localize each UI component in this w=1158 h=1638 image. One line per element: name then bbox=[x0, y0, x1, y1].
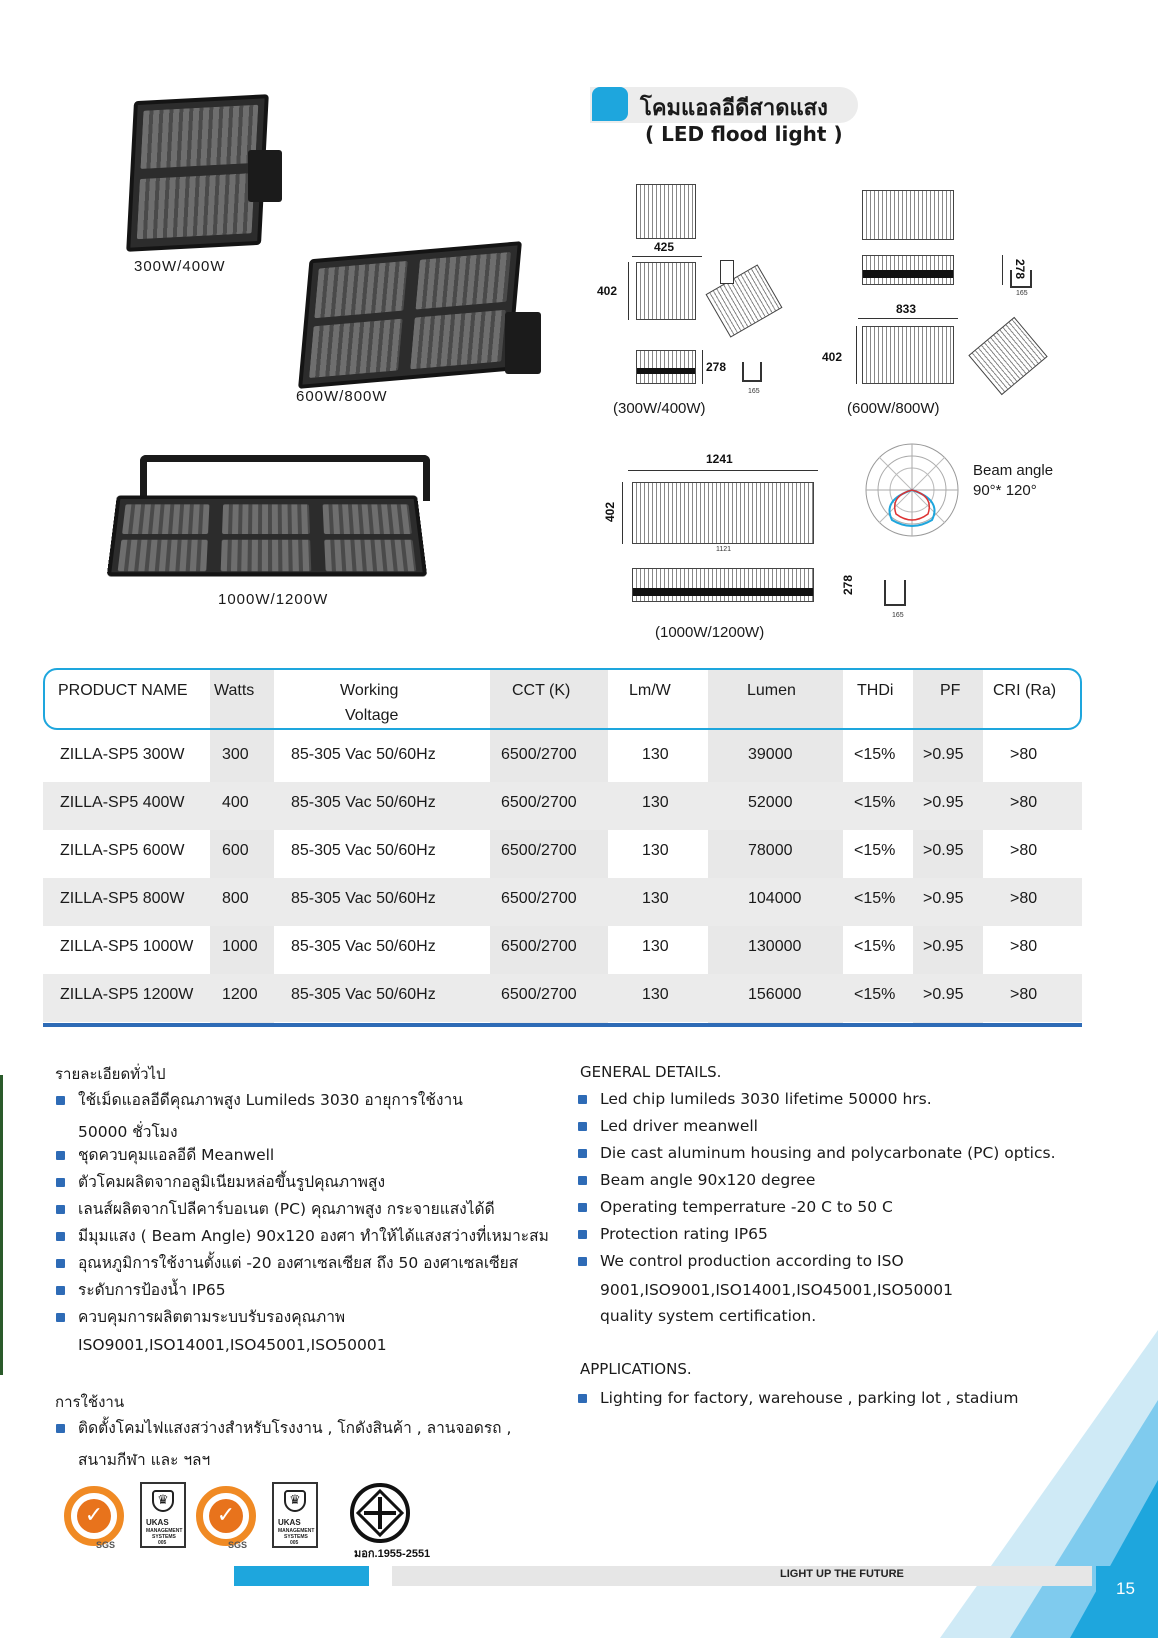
table-cell-product: ZILLA-SP5 800W bbox=[60, 890, 185, 907]
table-cell-cri: >80 bbox=[1010, 986, 1038, 1003]
list-item: ตัวโคมผลิตจากอลูมิเนียมหล่อขึ้นรูปคุณภาพสูง bbox=[78, 1169, 385, 1196]
drawing-caption: (300W/400W) bbox=[613, 400, 706, 417]
list-item: เลนส์ผลิตจากโปลีคาร์บอเนต (PC) คุณภาพสูง กระจายแสงได้ดี bbox=[78, 1196, 495, 1223]
thai-details-heading: รายละเอียดทั่วไป bbox=[55, 1065, 166, 1083]
crown-icon: ♛ bbox=[152, 1490, 174, 1512]
table-cell-product: ZILLA-SP5 1000W bbox=[60, 938, 194, 955]
table-cell-cct: 6500/2700 bbox=[501, 842, 577, 859]
table-cell-cct: 6500/2700 bbox=[501, 746, 577, 763]
header-lumen: Lumen bbox=[747, 682, 796, 699]
list-item: We control production according to ISO bbox=[600, 1248, 904, 1275]
footer-accent-bar bbox=[234, 1566, 369, 1586]
table-cell-thdi: <15% bbox=[854, 794, 896, 811]
table-cell-voltage: 85-305 Vac 50/60Hz bbox=[291, 986, 436, 1003]
header-working: Working bbox=[340, 682, 399, 699]
beam-angle-value: 90°* 120° bbox=[973, 482, 1037, 499]
list-item-continuation: quality system certification. bbox=[600, 1307, 817, 1325]
dimension-bracket: 165 bbox=[892, 612, 904, 619]
ukas-logo bbox=[140, 1482, 186, 1548]
photo-label: 600W/800W bbox=[296, 388, 388, 405]
table-cell-product: ZILLA-SP5 300W bbox=[60, 746, 185, 763]
header-lmw: Lm/W bbox=[629, 682, 671, 699]
table-cell-cct: 6500/2700 bbox=[501, 986, 577, 1003]
table-cell-watts: 1200 bbox=[222, 986, 258, 1003]
dimension-height: 402 bbox=[603, 501, 618, 523]
table-cell-lumen: 52000 bbox=[748, 794, 793, 811]
table-cell-lumen: 39000 bbox=[748, 746, 793, 763]
beam-angle-label: Beam angle bbox=[973, 462, 1054, 479]
photo-label: 300W/400W bbox=[134, 258, 226, 275]
list-item: อุณหภูมิการใช้งานตั้งแต่ -20 องศาเซลเซียส ถึง 50 องศาเซลเซียส bbox=[78, 1250, 518, 1277]
crown-icon: ♛ bbox=[284, 1490, 306, 1512]
title-accent-square bbox=[592, 87, 628, 121]
header-watts: Watts bbox=[214, 682, 255, 699]
table-cell-pf: >0.95 bbox=[923, 890, 964, 907]
table-cell-pf: >0.95 bbox=[923, 842, 964, 859]
table-cell-thdi: <15% bbox=[854, 890, 896, 907]
dimension-depth: 278 bbox=[841, 574, 856, 596]
list-item: Operating temperrature -20 C to 50 C bbox=[600, 1194, 893, 1221]
table-cell-thdi: <15% bbox=[854, 842, 896, 859]
page-title-thai: โคมแอลอีดีสาดแสง bbox=[640, 96, 828, 121]
tis-standard-logo bbox=[350, 1483, 410, 1543]
ukas-sub-label: MANAGEMENT bbox=[278, 1528, 315, 1534]
ukas-number: 005 bbox=[290, 1540, 299, 1546]
page-number: 15 bbox=[1116, 1579, 1135, 1598]
list-item: Beam angle 90x120 degree bbox=[600, 1167, 815, 1194]
table-cell-lmw: 130 bbox=[642, 842, 669, 859]
list-item: Lighting for factory, warehouse , parking lot , stadium bbox=[600, 1385, 1018, 1412]
left-edge-marker bbox=[0, 1075, 3, 1375]
sgs-label: SGS bbox=[228, 1540, 248, 1550]
list-item-continuation: 50000 ชั่วโมง bbox=[78, 1123, 178, 1141]
list-item-continuation: 9001,ISO9001,ISO14001,ISO45001,ISO50001 bbox=[600, 1281, 953, 1299]
dimension-height: 402 bbox=[822, 350, 843, 364]
table-cell-lumen: 104000 bbox=[748, 890, 802, 907]
ukas-label: UKAS bbox=[278, 1518, 301, 1527]
table-cell-watts: 400 bbox=[222, 794, 249, 811]
ukas-sub-label: SYSTEMS bbox=[152, 1534, 176, 1540]
header-pf: PF bbox=[940, 682, 961, 699]
en-details-heading: GENERAL DETAILS. bbox=[580, 1063, 722, 1081]
ukas-logo bbox=[272, 1482, 318, 1548]
dimension-depth: 278 bbox=[1013, 258, 1028, 280]
photo-label: 1000W/1200W bbox=[218, 591, 329, 608]
ukas-number: 005 bbox=[158, 1540, 167, 1546]
table-cell-lumen: 78000 bbox=[748, 842, 793, 859]
table-cell-pf: >0.95 bbox=[923, 986, 964, 1003]
list-item-continuation: สนามกีฬา และ ฯลฯ bbox=[78, 1451, 211, 1469]
table-cell-pf: >0.95 bbox=[923, 794, 964, 811]
table-cell-cri: >80 bbox=[1010, 746, 1038, 763]
header-product-name: PRODUCT NAME bbox=[58, 682, 188, 699]
dimension-width: 1241 bbox=[706, 452, 733, 466]
table-cell-cri: >80 bbox=[1010, 842, 1038, 859]
table-cell-watts: 800 bbox=[222, 890, 249, 907]
dimension-inner: 1121 bbox=[716, 546, 732, 553]
page-title-english: ( LED flood light ) bbox=[645, 122, 843, 146]
table-cell-cri: >80 bbox=[1010, 794, 1038, 811]
table-cell-lmw: 130 bbox=[642, 890, 669, 907]
table-bottom-rule bbox=[43, 1023, 1082, 1027]
table-cell-thdi: <15% bbox=[854, 986, 896, 1003]
list-item: ใช้เม็ดแอลอีดีคุณภาพสูง Lumileds 3030 อายุการใช้งาน bbox=[78, 1087, 463, 1114]
table-cell-lmw: 130 bbox=[642, 938, 669, 955]
header-thdi: THDi bbox=[857, 682, 894, 699]
table-cell-watts: 600 bbox=[222, 842, 249, 859]
table-cell-lumen: 156000 bbox=[748, 986, 802, 1003]
ukas-sub-label: SYSTEMS bbox=[284, 1534, 308, 1540]
table-cell-watts: 300 bbox=[222, 746, 249, 763]
table-cell-lumen: 130000 bbox=[748, 938, 802, 955]
table-cell-thdi: <15% bbox=[854, 746, 896, 763]
list-item-continuation: ISO9001,ISO14001,ISO45001,ISO50001 bbox=[78, 1336, 387, 1354]
tis-mark-icon bbox=[354, 1487, 406, 1539]
table-cell-lmw: 130 bbox=[642, 794, 669, 811]
table-cell-voltage: 85-305 Vac 50/60Hz bbox=[291, 842, 436, 859]
table-cell-product: ZILLA-SP5 1200W bbox=[60, 986, 194, 1003]
list-item: ชุดควบคุมแอลอีดี Meanwell bbox=[78, 1142, 274, 1169]
dimension-bracket: 165 bbox=[1016, 290, 1028, 297]
table-cell-watts: 1000 bbox=[222, 938, 258, 955]
table-cell-thdi: <15% bbox=[854, 938, 896, 955]
table-cell-lmw: 130 bbox=[642, 986, 669, 1003]
table-cell-voltage: 85-305 Vac 50/60Hz bbox=[291, 890, 436, 907]
header-voltage: Voltage bbox=[345, 707, 399, 724]
ukas-sub-label: MANAGEMENT bbox=[146, 1528, 183, 1534]
footer-bar bbox=[392, 1566, 1092, 1586]
sgs-label: SGS bbox=[96, 1540, 116, 1550]
header-cri: CRI (Ra) bbox=[993, 682, 1057, 699]
table-cell-lmw: 130 bbox=[642, 746, 669, 763]
tis-standard-label: มอก.1955-2551 bbox=[354, 1548, 431, 1560]
table-cell-pf: >0.95 bbox=[923, 938, 964, 955]
table-cell-voltage: 85-305 Vac 50/60Hz bbox=[291, 938, 436, 955]
list-item: Led driver meanwell bbox=[600, 1113, 758, 1140]
table-cell-cct: 6500/2700 bbox=[501, 938, 577, 955]
page-number-box bbox=[1096, 1566, 1158, 1638]
thai-apps-heading: การใช้งาน bbox=[55, 1393, 125, 1411]
header-cct: CCT (K) bbox=[512, 682, 571, 699]
drawing-caption: (1000W/1200W) bbox=[655, 624, 765, 641]
list-item: Led chip lumileds 3030 lifetime 50000 hrs. bbox=[600, 1086, 932, 1113]
dimension-bracket: 165 bbox=[748, 388, 760, 395]
footer-tagline: LIGHT UP THE FUTURE bbox=[780, 1568, 904, 1580]
list-item: มีมุมแสง ( Beam Angle) 90x120 องศา ทำให้ได้แสงสว่างที่เหมาะสม bbox=[78, 1223, 549, 1250]
dimension-depth: 278 bbox=[706, 360, 727, 374]
ukas-label: UKAS bbox=[146, 1518, 169, 1527]
list-item: ควบคุมการผลิตตามระบบรับรองคุณภาพ bbox=[78, 1304, 345, 1331]
drawing-caption: (600W/800W) bbox=[847, 400, 940, 417]
dimension-width: 425 bbox=[654, 240, 675, 254]
table-cell-cct: 6500/2700 bbox=[501, 794, 577, 811]
table-cell-voltage: 85-305 Vac 50/60Hz bbox=[291, 746, 436, 763]
dimension-height: 402 bbox=[597, 284, 618, 298]
list-item: ระดับการป้องน้ำ IP65 bbox=[78, 1277, 226, 1304]
table-cell-product: ZILLA-SP5 600W bbox=[60, 842, 185, 859]
table-cell-voltage: 85-305 Vac 50/60Hz bbox=[291, 794, 436, 811]
table-cell-cri: >80 bbox=[1010, 938, 1038, 955]
beam-angle-polar-diagram bbox=[862, 440, 962, 540]
table-cell-cri: >80 bbox=[1010, 890, 1038, 907]
table-cell-product: ZILLA-SP5 400W bbox=[60, 794, 185, 811]
en-apps-heading: APPLICATIONS. bbox=[580, 1360, 692, 1378]
list-item: Die cast aluminum housing and polycarbonate (PC) optics. bbox=[600, 1140, 1056, 1167]
table-cell-cct: 6500/2700 bbox=[501, 890, 577, 907]
list-item: ติดตั้งโคมไฟแสงสว่างสำหรับโรงงาน , โกดังสินค้า , ลานจอดรถ , bbox=[78, 1415, 511, 1442]
table-cell-pf: >0.95 bbox=[923, 746, 964, 763]
list-item: Protection rating IP65 bbox=[600, 1221, 768, 1248]
dimension-width: 833 bbox=[896, 302, 917, 316]
